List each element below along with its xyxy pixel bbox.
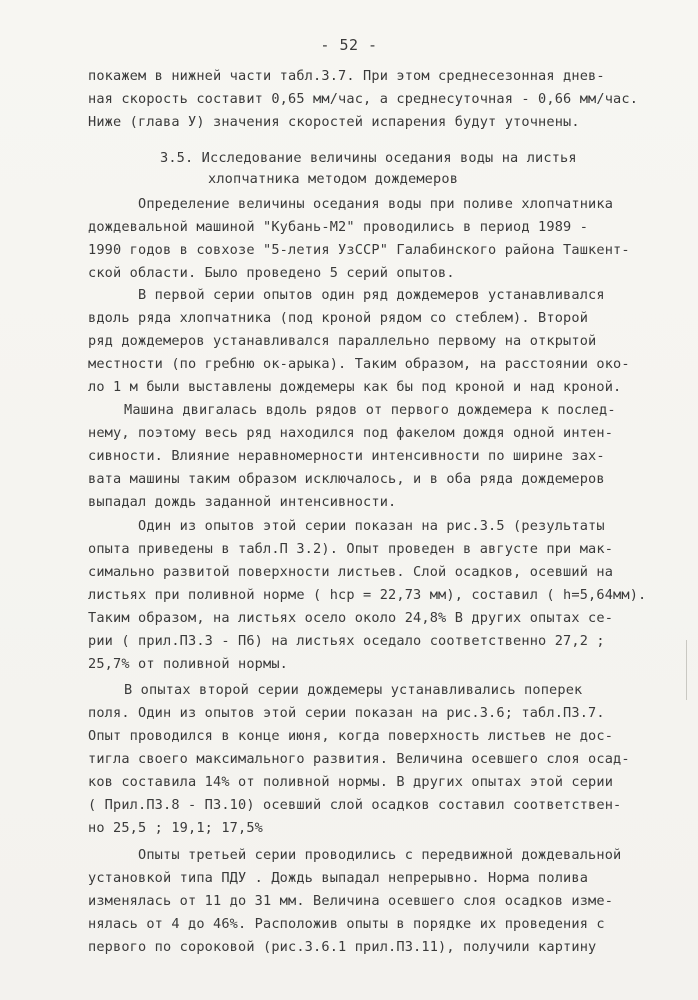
text-line: симально развитой поверхности листьев. Слой осадков, осевший на	[88, 564, 614, 580]
text-line: 1990 годов в совхозе "5-летия УзССР" Галабинского района Ташкент-	[88, 242, 630, 258]
text-line: но 25,5 ; 19,1; 17,5%	[88, 820, 264, 836]
text-line: опыта приведены в табл.П 3.2). Опыт проведен в августе при мак-	[88, 541, 614, 557]
text-line: выпадал дождь заданной интенсивности.	[88, 494, 397, 510]
text-line: ная скорость составит 0,65 мм/час, а среднесуточная - 0,66 мм/час.	[88, 91, 639, 107]
text-line: рии ( прил.П3.3 - П6) на листьях оседало соответственно 27,2 ;	[88, 633, 605, 649]
section-heading: хлопчатника методом дождемеров	[208, 171, 459, 187]
text-line: вата машины таким образом исключалось, и в оба ряда дождемеров	[88, 471, 605, 487]
text-line: ряд дождемеров устанавливался параллельно первому на открытой	[88, 333, 597, 349]
text-line: сивности. Влияние неравномерности интенсивности по ширине зах-	[88, 448, 605, 464]
text-line: вдоль ряда хлопчатника (под кроной рядом со стеблем). Второй	[88, 310, 589, 326]
margin-mark	[686, 640, 691, 700]
text-line: поля. Один из опытов этой серии показан на рис.3.6; табл.П3.7.	[88, 705, 605, 721]
text-line: В первой серии опытов один ряд дождемеров устанавливался	[138, 287, 605, 303]
text-line: В опытах второй серии дождемеры устанавливались поперек	[124, 682, 583, 698]
text-line: Таким образом, на листьях осело около 24,8% В других опытах се-	[88, 610, 614, 626]
text-line: листьях при поливной норме ( hср = 22,73 мм), составил ( h=5,64мм).	[88, 587, 647, 603]
text-line: нему, поэтому весь ряд находился под факелом дождя одной интен-	[88, 425, 614, 441]
text-line: Машина двигалась вдоль рядов от первого дождемера к послед-	[124, 402, 616, 418]
text-line: Опыт проводился в конце июня, когда поверхность листьев не дос-	[88, 728, 614, 744]
text-line: нялась от 4 до 46%. Расположив опыты в порядке их проведения с	[88, 916, 605, 932]
text-line: местности (по гребню ок-арыка). Таким образом, на расстоянии око-	[88, 356, 630, 372]
section-heading: 3.5. Исследование величины оседания воды на листья	[160, 150, 577, 166]
text-line: Ниже (глава У) значения скоростей испарения будут уточнены.	[88, 114, 580, 130]
text-line: изменялась от 11 до 31 мм. Величина осевшего слоя осадков изме-	[88, 893, 614, 909]
text-line: тигла своего максимального развития. Величина осевшего слоя осад-	[88, 751, 630, 767]
text-line: дождевальной машиной "Кубань-М2" проводились в период 1989 -	[88, 219, 589, 235]
text-line: ( Прил.П3.8 - П3.10) осевший слой осадков составил соответствен-	[88, 797, 622, 813]
text-line: ков составила 14% от поливной нормы. В других опытах этой серии	[88, 774, 614, 790]
text-line: ской области. Было проведено 5 серий опытов.	[88, 265, 455, 281]
text-line: Один из опытов этой серии показан на рис.3.5 (результаты	[138, 518, 605, 534]
text-line: первого по сороковой (рис.3.6.1 прил.П3.11), получили картину	[88, 939, 597, 955]
text-line: Определение величины оседания воды при поливе хлопчатника	[138, 196, 614, 212]
text-line: покажем в нижней части табл.3.7. При этом среднесезонная днев-	[88, 68, 605, 84]
text-line: Опыты третьей серии проводились с передвижной дождевальной	[138, 847, 622, 863]
text-line: 25,7% от поливной нормы.	[88, 656, 289, 672]
text-line: ло 1 м были выставлены дождемеры как бы под кроной и над кроной.	[88, 379, 622, 395]
page-number: - 52 -	[320, 36, 378, 54]
text-line: установкой типа ПДУ . Дождь выпадал непрерывно. Норма полива	[88, 870, 589, 886]
